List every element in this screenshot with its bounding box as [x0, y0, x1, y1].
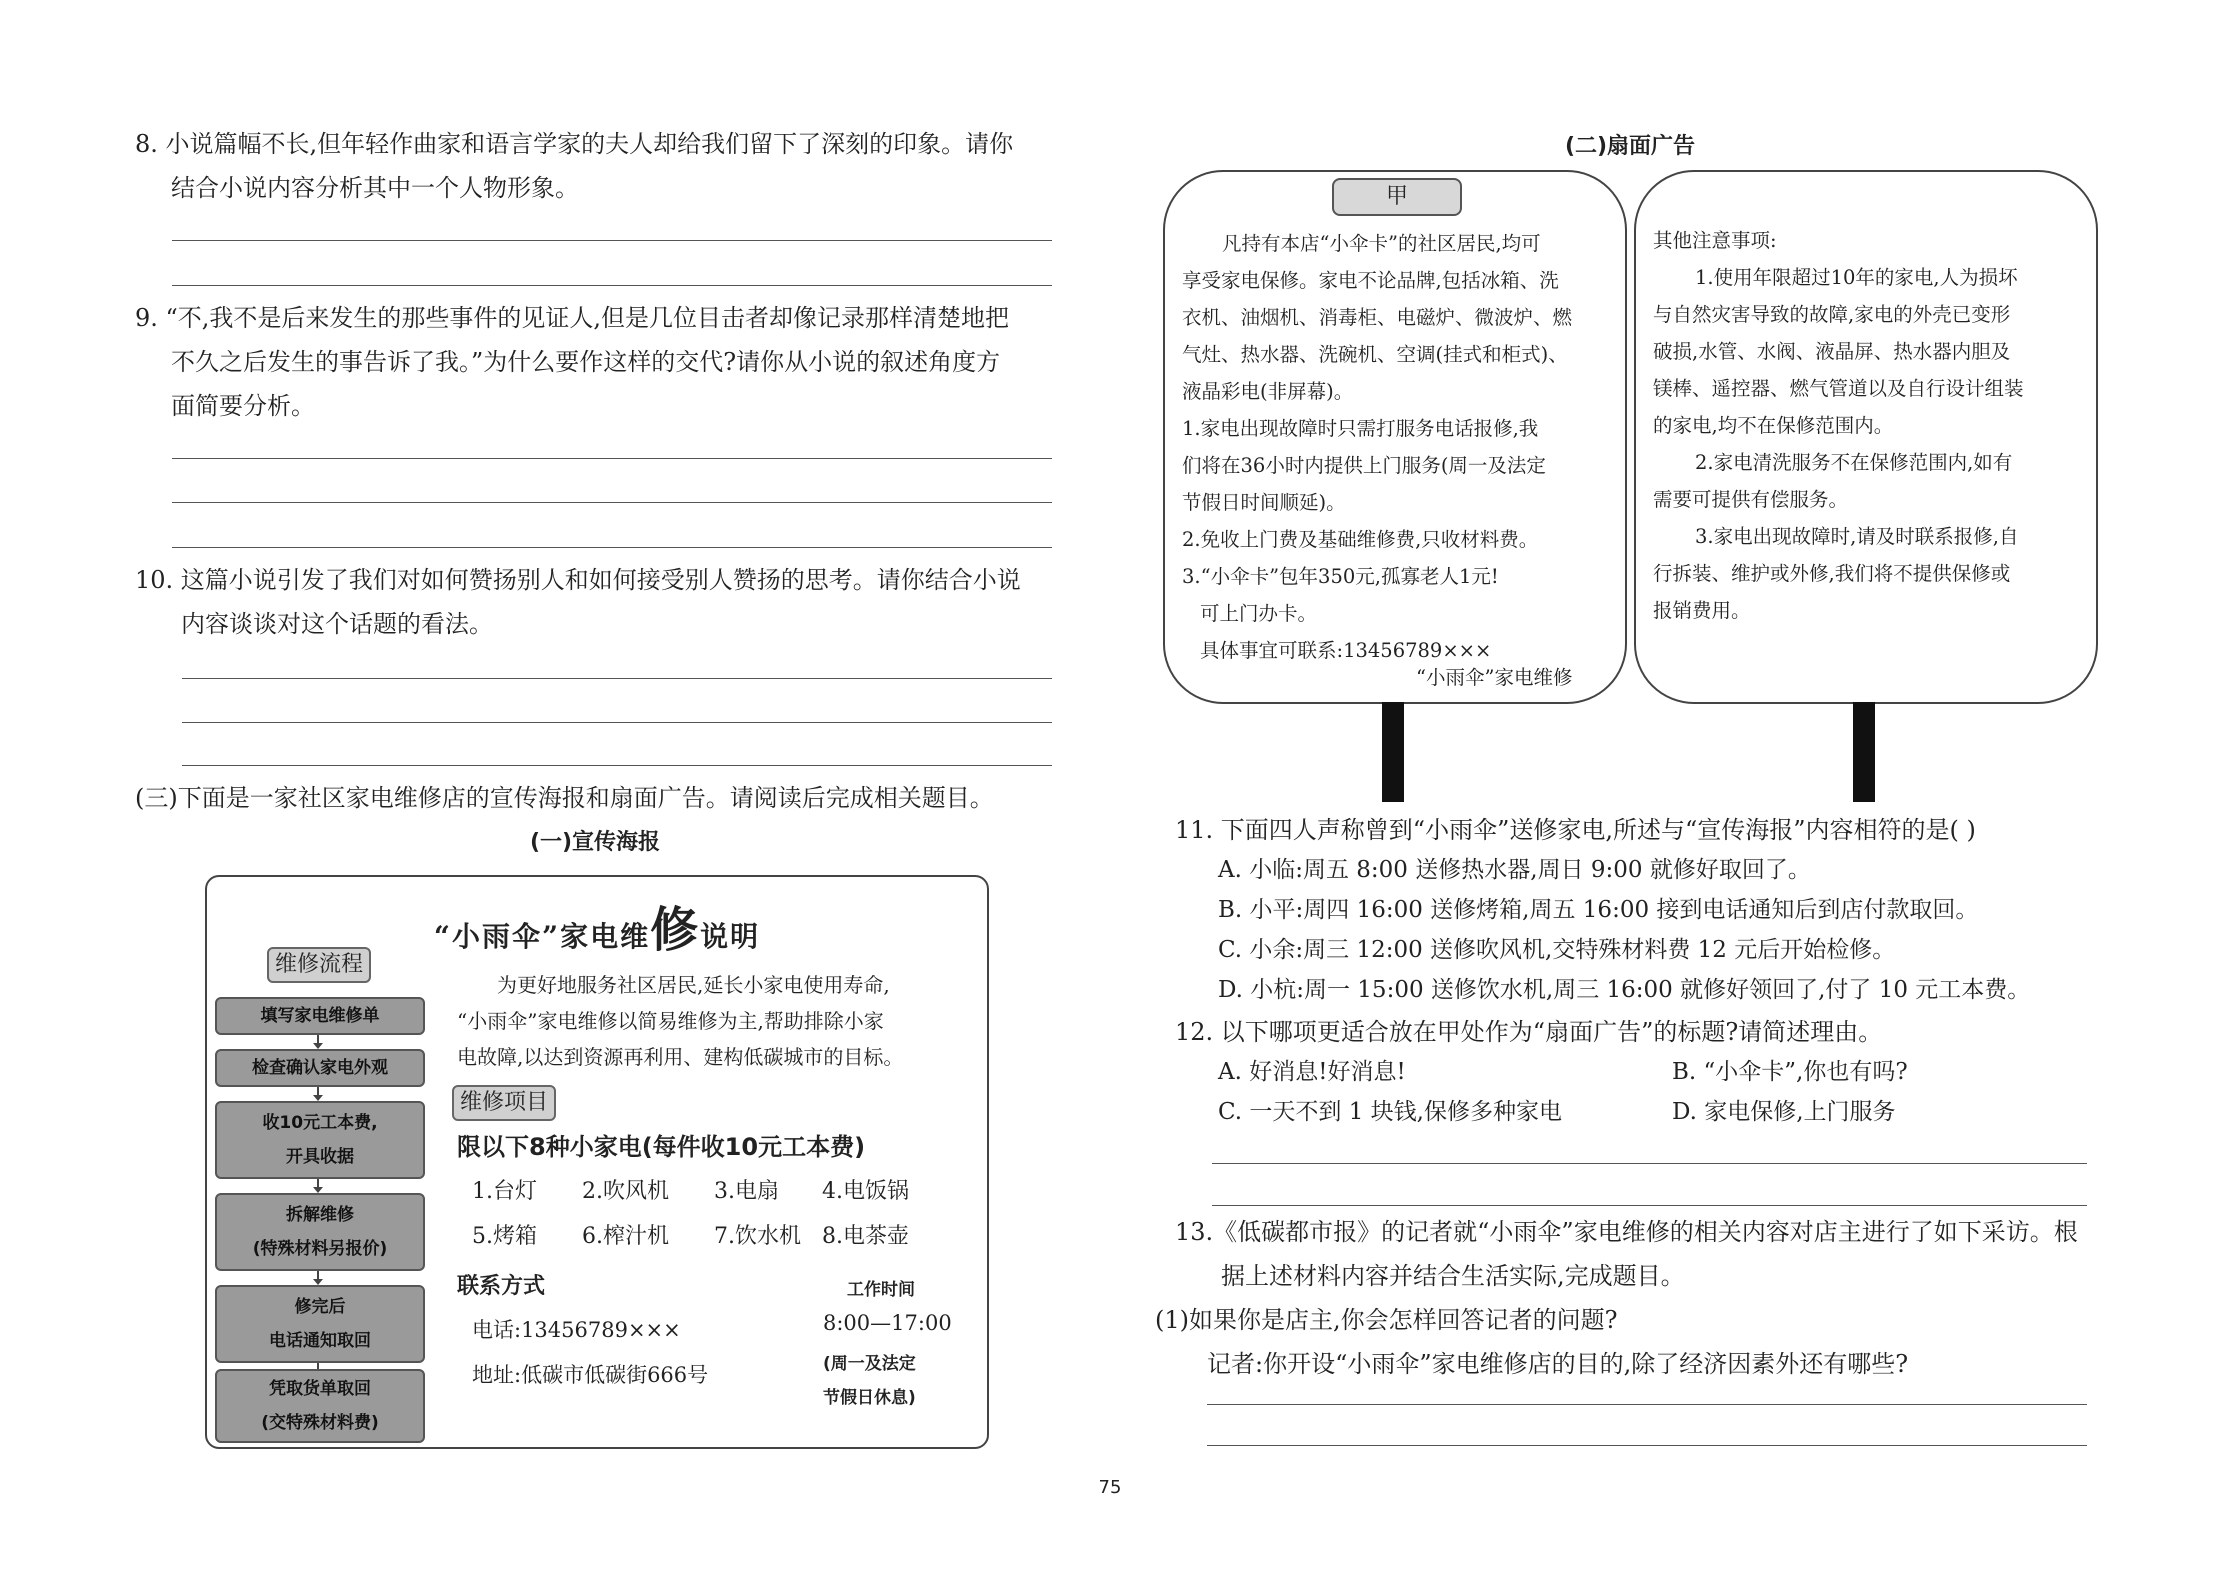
question-8: 8. 小说篇幅不长,但年轻作曲家和语言学家的夫人却给我们留下了深刻的印象。请你 结合小说内容分析其中一个人物形象。: [135, 130, 1014, 202]
question-11: 11. 下面四人声称曾到“小雨伞”送修家电,所述与“宣传海报”内容相符的是( ): [1175, 816, 1976, 844]
flow-step-6: 凭取货单取回 (交特殊材料费): [215, 1369, 425, 1443]
flow-tag: 维修流程: [267, 947, 371, 983]
fan-left-text: 凡持有本店“小伞卡”的社区居民,均可 享受家电保修。家电不论品牌,包括冰箱、洗 衣机、油烟机、消毒柜、电磁炉、微波炉、燃 气灶、热水器、洗碗机、空调(挂式和柜式)、 液晶彩电(非屏幕)。 1.家电出现故障时只需打服务电话报修,我 们将在36小时内提供上门服务(周一及法定 节假日时间顺延)。 2.免收上门费及基础维修费,只收材料费。 3.“小伞卡”包年350元,孤寡老人1元! 可上门办卡。 具体事宜可联系:13456789××× “小雨伞”家电维修: [1182, 232, 1573, 689]
q11-option-b[interactable]: B. 小平:周四 16:00 送修烤箱,周五 16:00 接到电话通知后到店付款取回。: [1218, 897, 1979, 923]
q12-option-a[interactable]: A. 好消息!好消息!: [1218, 1059, 1406, 1085]
page-number: 75: [1098, 1477, 1122, 1498]
fan-handle: [1382, 702, 1404, 802]
poster-title: “小雨伞”家电维修说明: [433, 902, 761, 958]
contact-phone: 电话:13456789×××: [472, 1318, 681, 1342]
flow-step-2: 检查确认家电外观: [215, 1049, 425, 1087]
answer-line[interactable]: [172, 547, 1052, 548]
answer-line[interactable]: [172, 285, 1052, 286]
flow-step-4: 拆解维修 (特殊材料另报价): [215, 1193, 425, 1271]
question-13: 13.《低碳都市报》的记者就“小雨伞”家电维修的相关内容对店主进行了如下采访。根 据上述材料内容并结合生活实际,完成题目。 (1)如果你是店主,你会怎样回答记者的问题? 记者:你开设“小雨伞”家电维修店的目的,除了经济因素外还有哪些?: [1155, 1218, 2078, 1378]
q12-option-d[interactable]: D. 家电保修,上门服务: [1672, 1099, 1896, 1125]
answer-line[interactable]: [172, 458, 1052, 459]
poster-heading: (一)宣传海报: [529, 830, 661, 855]
contact-address: 地址:低碳市低碳街666号: [472, 1363, 709, 1387]
question-10: 10. 这篇小说引发了我们对如何赞扬别人和如何接受别人赞扬的思考。请你结合小说 内容谈谈对这个话题的看法。: [135, 566, 1021, 638]
flow-arrow: [317, 1271, 319, 1283]
answer-line[interactable]: [1207, 1445, 2087, 1446]
hours-note: (周一及法定 节假日休息): [823, 1354, 916, 1408]
flow-step-1: 填写家电维修单: [215, 997, 425, 1035]
fan-heading: (二)扇面广告: [1564, 134, 1696, 159]
q11-option-a[interactable]: A. 小临:周五 8:00 送修热水器,周日 9:00 就修好取回了。: [1218, 857, 1811, 883]
answer-line[interactable]: [182, 722, 1052, 723]
item-list-row-2: 5.烤箱 6.榨汁机 7.饮水机 8.电茶壶: [472, 1224, 909, 1249]
answer-line[interactable]: [182, 765, 1052, 766]
q11-option-d[interactable]: D. 小杭:周一 15:00 送修饮水机,周三 16:00 就修好领回了,付了 10 元工本费。: [1218, 977, 2031, 1003]
q12-option-b[interactable]: B. “小伞卡”,你也有吗?: [1672, 1059, 1908, 1085]
hours-value: 8:00—17:00: [823, 1311, 952, 1335]
fan-handle: [1853, 702, 1875, 802]
answer-line[interactable]: [1212, 1205, 2087, 1206]
flow-step-5: 修完后 电话通知取回: [215, 1285, 425, 1363]
item-list-row-1: 1.台灯 2.吹风机 3.电扇 4.电饭锅: [472, 1179, 909, 1204]
items-heading: 限以下8种小家电(每件收10元工本费): [457, 1133, 866, 1161]
question-9: 9. “不,我不是后来发生的那些事件的见证人,但是几位目击者却像记录那样清楚地把 不久之后发生的事告诉了我。”为什么要作这样的交代?请你从小说的叙述角度方 面简要分析。: [135, 304, 1010, 420]
flow-arrow: [317, 1035, 319, 1047]
q11-option-c[interactable]: C. 小余:周三 12:00 送修吹风机,交特殊材料费 12 元后开始检修。: [1218, 937, 1896, 963]
section-3-intro: (三)下面是一家社区家电维修店的宣传海报和扇面广告。请阅读后完成相关题目。: [135, 784, 994, 812]
answer-line[interactable]: [172, 240, 1052, 241]
poster-intro: 为更好地服务社区居民,延长小家电使用寿命, “小雨伞”家电维修以简易维修为主,帮助排除小家 电故障,以达到资源再利用、建构低碳城市的目标。: [457, 973, 904, 1069]
q12-option-c[interactable]: C. 一天不到 1 块钱,保修多种家电: [1218, 1099, 1562, 1125]
flow-step-3: 收10元工本费, 开具收据: [215, 1101, 425, 1179]
answer-line[interactable]: [1212, 1163, 2087, 1164]
answer-line[interactable]: [182, 678, 1052, 679]
fan-right-text: 其他注意事项: 1.使用年限超过10年的家电,人为损坏 与自然灾害导致的故障,家电的外壳已变形 破损,水管、水阀、液晶屏、热水器内胆及 镁棒、遥控器、燃气管道以及自行设计组装 的家电,均不在保修范围内。 2.家电清洗服务不在保修范围内,如有 需要可提供有偿服务。 3.家电出现故障时,请及时联系报修,自 行拆装、维护或外修,我们将不提供保修或 报销费用。: [1653, 229, 2024, 622]
answer-line[interactable]: [172, 502, 1052, 503]
answer-line[interactable]: [1207, 1404, 2087, 1405]
title-slot-jia: 甲: [1332, 178, 1462, 216]
contact-heading: 联系方式: [457, 1274, 546, 1299]
flow-arrow: [317, 1087, 319, 1099]
promo-poster: [205, 875, 989, 1449]
hours-heading: 工作时间: [847, 1280, 915, 1300]
items-tag: 维修项目: [452, 1085, 556, 1121]
question-12: 12. 以下哪项更适合放在甲处作为“扇面广告”的标题?请简述理由。: [1175, 1018, 1883, 1046]
flow-arrow: [317, 1179, 319, 1191]
